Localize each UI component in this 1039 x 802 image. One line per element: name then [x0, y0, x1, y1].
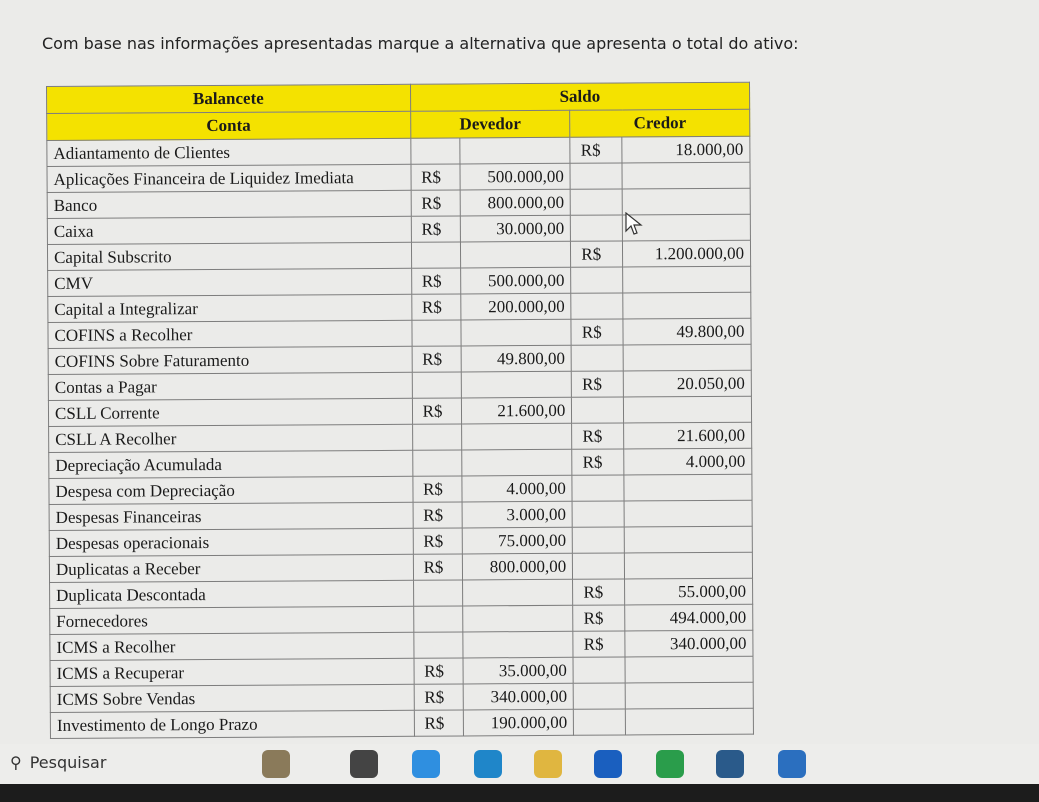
edge-icon[interactable]: [474, 750, 502, 778]
account-name: Fornecedores: [50, 606, 414, 634]
credit-currency: [573, 657, 625, 683]
debit-currency: [411, 242, 461, 268]
debit-amount: [461, 241, 571, 268]
credit-amount: [626, 708, 754, 735]
credit-currency: [571, 215, 623, 241]
credit-currency: R$: [573, 631, 625, 657]
credit-amount: 49.800,00: [623, 318, 751, 345]
credit-currency: [574, 709, 626, 735]
credit-amount: 4.000,00: [624, 448, 752, 475]
balancete-table: [46, 82, 754, 739]
credit-amount: 55.000,00: [625, 578, 753, 605]
credit-amount: 18.000,00: [622, 136, 750, 163]
debit-currency: R$: [412, 398, 462, 424]
account-name: COFINS Sobre Faturamento: [48, 346, 412, 374]
debit-currency: [413, 580, 463, 606]
account-name: CSLL Corrente: [48, 398, 412, 426]
credit-amount: 20.050,00: [623, 370, 751, 397]
account-name: Duplicatas a Receber: [49, 554, 413, 582]
header-devedor: Devedor: [410, 110, 570, 138]
debit-amount: 4.000,00: [462, 475, 572, 502]
debit-amount: 800.000,00: [463, 553, 573, 580]
debit-currency: R$: [414, 710, 464, 736]
credit-currency: [571, 267, 623, 293]
debit-amount: [462, 371, 572, 398]
credit-amount: [625, 656, 753, 683]
debit-amount: 800.000,00: [461, 189, 571, 216]
credit-currency: R$: [573, 605, 625, 631]
debit-amount: 500.000,00: [461, 267, 571, 294]
header-saldo: Saldo: [410, 82, 750, 111]
table-row: [50, 708, 753, 738]
debit-currency: R$: [411, 164, 461, 190]
task-view-icon[interactable]: [350, 750, 378, 778]
debit-amount: [462, 423, 572, 450]
account-name: ICMS Sobre Vendas: [50, 684, 414, 712]
account-name: Contas a Pagar: [48, 372, 412, 400]
credit-currency: R$: [572, 371, 624, 397]
account-name: Capital Subscrito: [47, 242, 411, 270]
debit-currency: [412, 450, 462, 476]
credit-amount: [625, 552, 753, 579]
debit-amount: 21.600,00: [462, 397, 572, 424]
debit-currency: R$: [411, 216, 461, 242]
debit-amount: 190.000,00: [464, 709, 574, 736]
header-conta: Conta: [47, 111, 411, 140]
credit-currency: [573, 683, 625, 709]
credit-currency: R$: [570, 137, 622, 163]
mouse-cursor-icon: [625, 212, 643, 238]
account-name: Capital a Integralizar: [48, 294, 412, 322]
debit-currency: R$: [412, 346, 462, 372]
debit-amount: [463, 605, 573, 632]
credit-currency: R$: [571, 241, 623, 267]
credit-amount: 21.600,00: [624, 422, 752, 449]
debit-currency: [413, 606, 463, 632]
credit-amount: [625, 682, 753, 709]
account-name: Depreciação Acumulada: [49, 450, 413, 478]
whiteboard-icon[interactable]: [778, 750, 806, 778]
credit-amount: 494.000,00: [625, 604, 753, 631]
credit-currency: [572, 501, 624, 527]
debit-currency: R$: [414, 684, 464, 710]
account-name: Duplicata Descontada: [50, 580, 414, 608]
question-text: Com base nas informações apresentadas marque a alternativa que apresenta o total do ativo:: [42, 34, 799, 53]
account-name: CMV: [48, 268, 412, 296]
credit-amount: [623, 344, 751, 371]
debit-currency: [412, 372, 462, 398]
credit-amount: [624, 396, 752, 423]
credit-currency: R$: [572, 423, 624, 449]
account-name: Investimento de Longo Prazo: [50, 710, 414, 738]
taskbar: [0, 744, 1039, 784]
credit-currency: [573, 527, 625, 553]
debit-currency: R$: [411, 294, 461, 320]
debit-amount: [461, 319, 571, 346]
account-name: Adiantamento de Clientes: [47, 138, 411, 166]
chrome-icon[interactable]: [656, 750, 684, 778]
debit-amount: [463, 631, 573, 658]
debit-currency: [413, 632, 463, 658]
scanner-icon[interactable]: [716, 750, 744, 778]
debit-amount: 500.000,00: [460, 163, 570, 190]
debit-currency: R$: [413, 502, 463, 528]
debit-amount: [462, 449, 572, 476]
credit-amount: [622, 162, 750, 189]
credit-currency: [572, 475, 624, 501]
folder-icon[interactable]: [534, 750, 562, 778]
credit-currency: [570, 163, 622, 189]
taskbar-search[interactable]: [10, 753, 106, 772]
account-name: Despesas operacionais: [49, 528, 413, 556]
credit-amount: [624, 474, 752, 501]
account-name: ICMS a Recolher: [50, 632, 414, 660]
account-name: COFINS a Recolher: [48, 320, 412, 348]
debit-amount: 200.000,00: [461, 293, 571, 320]
credit-amount: [624, 500, 752, 527]
credit-currency: R$: [572, 449, 624, 475]
account-name: Banco: [47, 190, 411, 218]
credit-amount: 340.000,00: [625, 630, 753, 657]
credit-currency: [572, 397, 624, 423]
account-name: Despesas Financeiras: [49, 502, 413, 530]
debit-amount: [463, 579, 573, 606]
credit-amount: 1.200.000,00: [623, 240, 751, 267]
debit-currency: [412, 320, 462, 346]
debit-currency: [412, 424, 462, 450]
monitor-bezel: [0, 784, 1039, 802]
debit-amount: 30.000,00: [461, 215, 571, 242]
header-credor: Credor: [570, 109, 750, 137]
credit-amount: [623, 292, 751, 319]
credit-currency: R$: [573, 579, 625, 605]
search-placeholder: Pesquisar: [29, 753, 107, 772]
debit-currency: R$: [411, 268, 461, 294]
debit-currency: [410, 138, 460, 164]
credit-currency: [573, 553, 625, 579]
outlook-icon[interactable]: [594, 750, 622, 778]
debit-amount: [460, 137, 570, 164]
debit-currency: R$: [413, 528, 463, 554]
account-name: Caixa: [47, 216, 411, 244]
credit-currency: [571, 345, 623, 371]
debit-currency: R$: [414, 658, 464, 684]
credit-currency: R$: [571, 319, 623, 345]
debit-currency: R$: [413, 554, 463, 580]
credit-currency: [571, 293, 623, 319]
credit-amount: [623, 266, 751, 293]
debit-currency: R$: [411, 190, 461, 216]
debit-amount: 3.000,00: [463, 501, 573, 528]
account-name: CSLL A Recolher: [49, 424, 413, 452]
debit-amount: 340.000,00: [464, 683, 574, 710]
account-name: ICMS a Recuperar: [50, 658, 414, 686]
debit-currency: R$: [412, 476, 462, 502]
credit-currency: [570, 189, 622, 215]
credit-amount: [622, 188, 750, 215]
credit-amount: [624, 526, 752, 553]
pinwheel-app-icon[interactable]: [412, 750, 440, 778]
debit-amount: 75.000,00: [463, 527, 573, 554]
debit-amount: 49.800,00: [462, 345, 572, 372]
account-name: Aplicações Financeira de Liquidez Imediata: [47, 164, 411, 192]
search-icon: ⚲: [10, 753, 22, 772]
header-balancete: Balancete: [47, 84, 411, 113]
account-name: Despesa com Depreciação: [49, 476, 413, 504]
city-icon[interactable]: [262, 750, 290, 778]
debit-amount: 35.000,00: [463, 657, 573, 684]
